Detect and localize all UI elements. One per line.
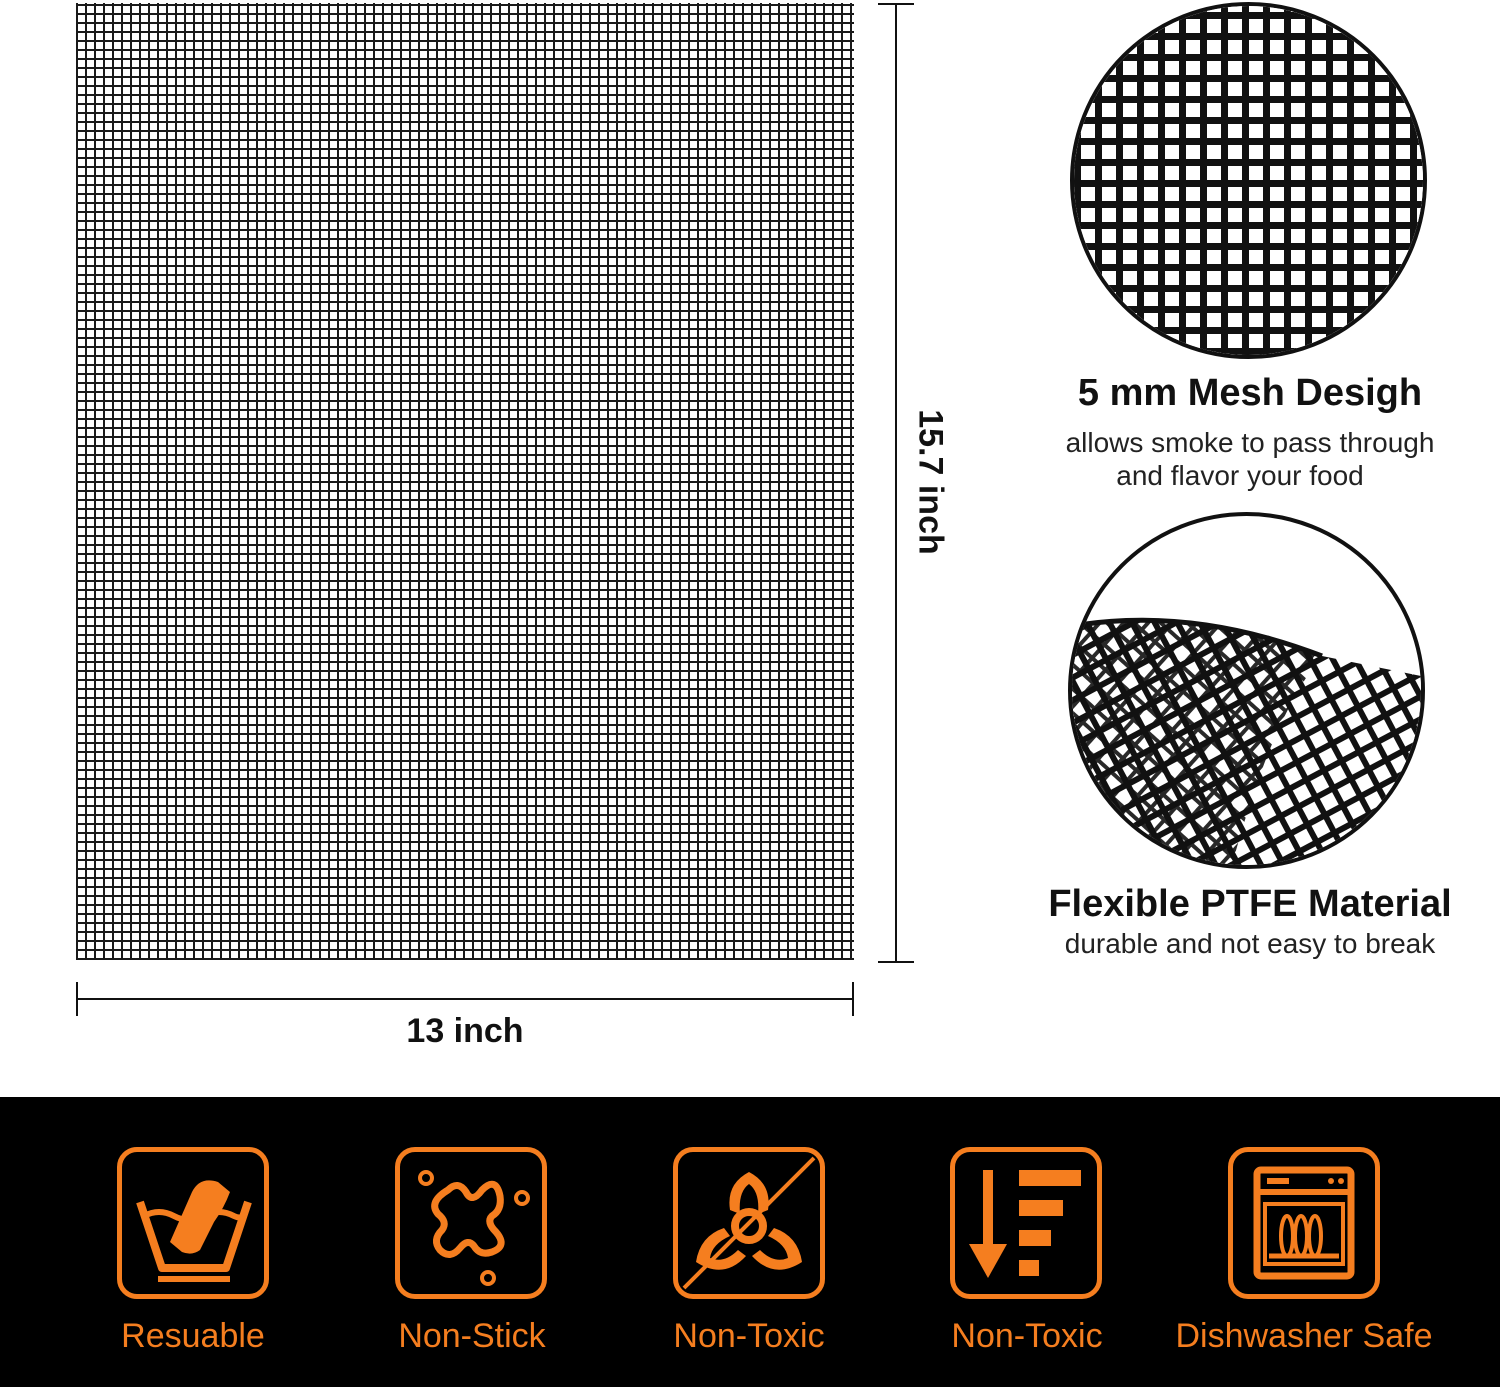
flexible-mesh-image xyxy=(1068,512,1425,869)
splash-icon xyxy=(395,1147,547,1299)
mesh-feature-line-2: and flavor your food xyxy=(1116,460,1364,491)
ptfe-feature-title: Flexible PTFE Material xyxy=(1048,883,1452,925)
height-dimension-line xyxy=(878,3,914,963)
badge-label-reusable: Resuable xyxy=(121,1317,265,1355)
feature-badges-band xyxy=(0,1097,1500,1387)
biohazard-crossed-icon xyxy=(673,1147,825,1299)
ptfe-feature-line-1: durable and not easy to break xyxy=(1064,928,1436,959)
badge-label-non-toxic-2: Non-Toxic xyxy=(951,1317,1103,1355)
badge-label-dishwasher-safe: Dishwasher Safe xyxy=(1175,1317,1433,1355)
mesh-sheet-image xyxy=(76,3,854,960)
washing-hand-icon xyxy=(117,1147,269,1299)
mesh-feature-line-1: allows smoke to pass through xyxy=(1065,427,1435,458)
badge-label-non-toxic: Non-Toxic xyxy=(673,1317,825,1355)
layers-arrow-down-icon xyxy=(950,1147,1102,1299)
width-dimension-line xyxy=(76,982,854,1016)
mesh-closeup-image xyxy=(1070,2,1427,359)
mesh-feature-title: 5 mm Mesh Desigh xyxy=(1077,372,1423,414)
width-label: 13 inch xyxy=(406,1012,524,1050)
dishwasher-icon xyxy=(1228,1147,1380,1299)
badge-label-non-stick: Non-Stick xyxy=(398,1317,546,1355)
